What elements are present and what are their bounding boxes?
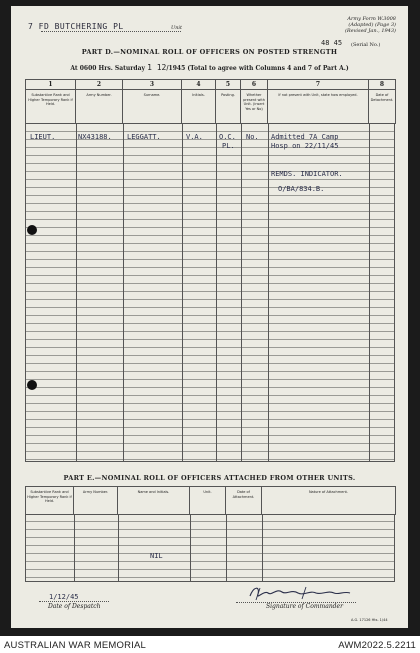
entry-army-number: NX43188. [78, 133, 112, 141]
serial-number: 48 45 [321, 39, 343, 47]
archive-credit: AUSTRALIAN WAR MEMORIAL [4, 640, 147, 651]
unit-value: 7 FD BUTCHERING PL [28, 22, 124, 31]
col-header-present: Whether present with Unit. (insert Yes or No) [241, 90, 268, 124]
entry-remark: REMDS. INDICATOR. [271, 170, 343, 178]
despatch-date: 1/12/45 [49, 593, 79, 601]
serial-label: (Serial No.) [351, 42, 381, 48]
entry-employment-1: Admitted 7A Camp [271, 133, 339, 141]
col-number-3: 3 [123, 80, 182, 90]
entry-remark-ref: O/BA/834.B. [278, 185, 325, 193]
print-code: A.G. 17126 Hts. 1/44 [351, 618, 388, 622]
col-number-2: 2 [76, 80, 123, 90]
part-e-title: PART E.—NOMINAL ROLL OF OFFICERS ATTACHED FROM OTHER UNITS. [63, 474, 356, 482]
part-d-rows [25, 124, 395, 462]
punch-hole-bottom [27, 380, 37, 390]
part-e-rows [25, 514, 395, 582]
e-col-header-attachment-date: Date of Attachment. [226, 487, 262, 515]
unit-underline [41, 31, 181, 32]
army-form-label: Army Form W.3008 (Adapted) (Page 3) (Revised Jan., 1943) [344, 16, 396, 34]
form-page [11, 6, 408, 628]
col-number-7: 7 [268, 80, 369, 90]
col-header-initials: Initials. [182, 90, 216, 124]
col-header-employment: If not present with Unit, state how employed. [268, 90, 369, 124]
entry-rank: LIEUT. [30, 133, 56, 141]
e-col-header-rank: Substantive Rank and Higher Temporary Rank if Held. [26, 487, 74, 515]
col-number-4: 4 [182, 80, 216, 90]
col-header-army-number: Army Number. [76, 90, 123, 124]
signature-label: Signature of Commander [266, 603, 343, 610]
col-number-6: 6 [241, 80, 268, 90]
col-number-5: 5 [216, 80, 241, 90]
e-col-header-name: Name and Initials. [118, 487, 190, 515]
roll-date: 1 12 [147, 63, 167, 72]
e-col-header-attachment-nature: Nature of Attachment. [262, 487, 396, 515]
entry-surname: LEGGATT. [127, 133, 161, 141]
part-d-subtitle: At 0600 Hrs. Saturday 1 12/1945 (Total to agree with Columns 4 and 7 of Part A.) [70, 63, 349, 72]
entry-employment-2: Hosp on 22/11/45 [271, 142, 339, 150]
col-header-detachment-date: Date of Detachment. [369, 90, 396, 124]
entry-posting-1: O.C. [219, 133, 236, 141]
commander-signature-icon [246, 584, 356, 602]
part-e-nil: NIL [150, 552, 163, 560]
part-d-header-table [25, 79, 396, 124]
punch-hole-top [27, 225, 37, 235]
col-number-1: 1 [26, 80, 76, 90]
col-header-rank: Substantive Rank and Higher Temporary Rank if Held. [26, 90, 76, 124]
part-e-header-table [25, 486, 396, 515]
e-col-header-army-number: Army Number. [74, 487, 118, 515]
col-header-posting: Posting. [216, 90, 241, 124]
col-number-8: 8 [369, 80, 396, 90]
entry-present: No. [246, 133, 259, 141]
e-col-header-unit: Unit. [190, 487, 226, 515]
despatch-label: Date of Despatch [48, 603, 101, 610]
col-header-surname: Surname. [123, 90, 182, 124]
despatch-underline [39, 601, 109, 602]
unit-label: Unit [171, 25, 183, 31]
entry-posting-2: PL. [222, 142, 235, 150]
archive-accession-number: AWM2022.5.2211 [338, 640, 416, 651]
part-d-title: PART D.—NOMINAL ROLL OF OFFICERS ON POSTED STRENGTH [81, 48, 338, 56]
entry-initials: V.A. [186, 133, 203, 141]
